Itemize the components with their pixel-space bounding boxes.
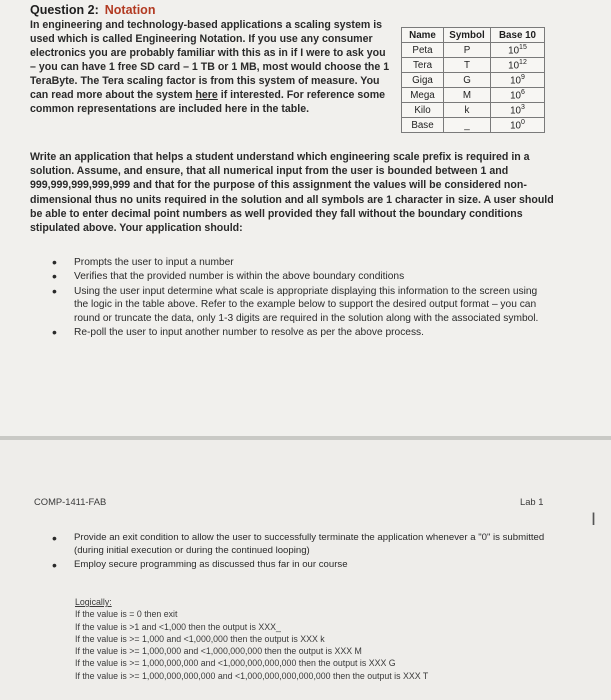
document-page-2 — [0, 440, 611, 700]
question-topic: Notation — [104, 3, 156, 17]
prefix-name: Giga — [402, 73, 444, 88]
table-row — [402, 73, 545, 88]
prefix-symbol: G — [444, 73, 491, 88]
list-item: • Using the user input determine what scale is appropriate displaying this information to the screen using the logic in the table above. Refer to the example below to support the desired output format – you can round or truncate the data, only 1-3 digits are required in the solution along with the associated symbol. — [52, 285, 552, 325]
prefix-symbol: M — [444, 88, 491, 103]
table-row — [402, 103, 545, 118]
logic-block — [75, 596, 595, 682]
list-item: • Verifies that the provided number is within the above boundary conditions — [52, 270, 552, 283]
table-row — [402, 118, 545, 133]
text-cursor-icon: Ⅰ — [591, 510, 597, 529]
prefix-power: $10^6$ — [491, 88, 545, 103]
prefix-power: $10^3$ — [491, 103, 545, 118]
prefix-name: Mega — [402, 88, 444, 103]
list-item: • Employ secure programming as discussed thus far in our course — [52, 559, 552, 572]
prefix-symbol: T — [444, 58, 491, 73]
list-item: • Provide an exit condition to allow the user to successfully terminate the application whenever a "0" is submitted (during initial execution or during the continued looping) — [52, 532, 552, 557]
intro-text-before: In engineering and technology-based applications a scaling system is used which is called Engineering Notation. If you use any consumer electronics you are probably familiar with this as in if I were to ask you – you can have 1 free SD card – 1 TB or 1 MB, most would choose the 1 TeraByte. The Tera scaling factor is from this system of measure. You can read more about the system — [30, 19, 390, 101]
logic-line: If the value is >1 and <1,000 then the output is XXX_ — [75, 621, 281, 632]
prefix-name: Kilo — [402, 103, 444, 118]
header-name: Name — [402, 28, 444, 43]
intro-text-after: if interested. For reference some common representations are included here in the table. — [30, 89, 386, 115]
prefix-power: $10^{15}$ — [491, 43, 545, 58]
requirements-list — [52, 256, 552, 340]
here-link[interactable]: here — [195, 89, 218, 101]
prefix-symbol: P — [444, 43, 491, 58]
prefix-symbol: _ — [444, 118, 491, 133]
prefix-power: $10^{12}$ — [491, 58, 545, 73]
prefix-table-header — [402, 28, 545, 43]
question-heading — [30, 3, 155, 17]
requirements-list-continued — [52, 532, 552, 574]
course-code: COMP-1411-FAB — [34, 496, 107, 507]
logic-line: If the value is >= 1,000,000,000,000 and <1,000,000,000,000,000 then the output is XXX T — [75, 670, 429, 681]
logic-title: Logically: — [75, 597, 112, 607]
table-row — [402, 58, 545, 73]
prefix-power: $10^9$ — [491, 73, 545, 88]
logic-line: If the value is >= 1,000,000,000 and <1,000,000,000,000 then the output is XXX G — [75, 658, 396, 669]
logic-line: If the value is >= 1,000,000 and <1,000,000,000 then the output is XXX M — [75, 646, 362, 657]
prefix-power: $10^0$ — [491, 118, 545, 133]
logic-line: If the value is >= 1,000 and <1,000,000 then the output is XXX k — [75, 633, 325, 644]
lab-label: Lab 1 — [520, 496, 544, 507]
prefix-name: Peta — [402, 43, 444, 58]
list-item: • Re-poll the user to input another number to resolve as per the above process. — [52, 326, 552, 339]
prefix-name: Tera — [402, 58, 444, 73]
logic-line: If the value is = 0 then exit — [75, 609, 178, 620]
intro-paragraph — [30, 18, 390, 116]
list-item: • Prompts the user to input a number — [52, 256, 552, 269]
prefix-table — [401, 27, 545, 133]
prefix-name: Base — [402, 118, 444, 133]
prefix-symbol: k — [444, 103, 491, 118]
header-base10: Base 10 — [491, 28, 545, 43]
requirements-paragraph: Write an application that helps a student understand which engineering scale prefix is required in a solution. Assume, and ensure, that all numerical input from the user is bounded between 1 and 999,999,999,999,999 and that for the purpose of this assignment the values will be considered non-dimensional thus no units required in the solution and all symbols are 1 character in size. A user should be able to enter decimal point numbers as well provided they fall without the boundary conditions stipulated above. Your application should: — [30, 151, 554, 235]
header-symbol: Symbol — [444, 28, 491, 43]
question-label: Question 2: — [30, 3, 99, 17]
table-row — [402, 43, 545, 58]
table-row — [402, 88, 545, 103]
